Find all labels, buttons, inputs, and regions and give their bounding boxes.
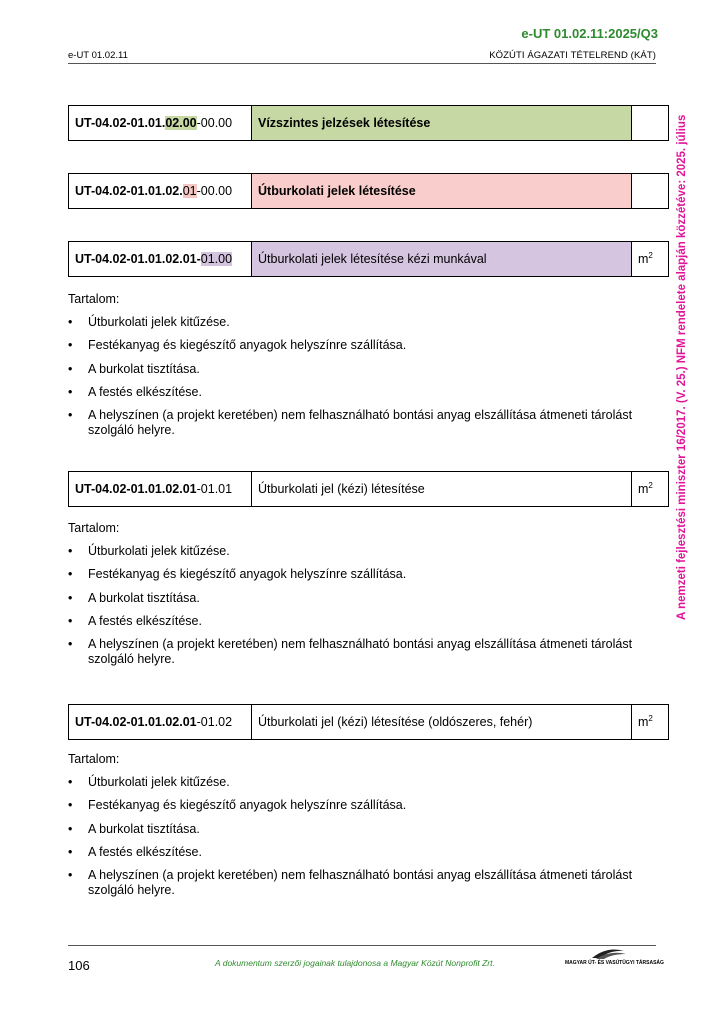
- side-publication-note: A nemzeti fejlesztési miniszter 16/2017. (V. 25.) NFM rendelete alapján közzétéve: 2025. július: [676, 114, 688, 620]
- list-item: • A helyszínen (a projekt keretében) nem felhasználható bontási anyag elszállítása átmeneti tárolást szolgáló helyre.: [68, 637, 638, 667]
- content-section-3: [68, 752, 638, 906]
- list-item: • Útburkolati jelek kitűzése.: [68, 544, 638, 559]
- item-code: UT-04.02-01.01.02.01-01.01: [69, 472, 252, 507]
- list-item: • A helyszínen (a projekt keretében) nem felhasználható bontási anyag elszállítása átmeneti tárolást szolgáló helyre.: [68, 408, 638, 438]
- item-title: Útburkolati jelek létesítése kézi munkával: [252, 242, 632, 277]
- content-label: Tartalom:: [68, 752, 120, 766]
- item-code: UT-04.02-01.01.02.01-01.00: [69, 242, 252, 277]
- list-item: • A helyszínen (a projekt keretében) nem felhasználható bontási anyag elszállítása átmeneti tárolást szolgáló helyre.: [68, 868, 638, 898]
- list-item: • Festékanyag és kiegészítő anyagok helyszínre szállítása.: [68, 798, 638, 813]
- list-item: • A festés elkészítése.: [68, 385, 638, 400]
- list-item: • Festékanyag és kiegészítő anyagok helyszínre szállítása.: [68, 338, 638, 353]
- copyright-note: A dokumentum szerzői jogainak tulajdonosa a Magyar Közút Nonprofit Zrt.: [215, 958, 495, 968]
- item-unit: $m^2$: [632, 705, 669, 740]
- item-unit: [632, 106, 669, 141]
- code-row-oldoszeres-feher: [68, 704, 669, 740]
- content-list: [68, 775, 638, 898]
- item-unit: [632, 174, 669, 209]
- item-title: Útburkolati jelek létesítése: [252, 174, 632, 209]
- content-list: [68, 315, 638, 438]
- item-unit: $m^2$: [632, 472, 669, 507]
- list-item: • Festékanyag és kiegészítő anyagok helyszínre szállítása.: [68, 567, 638, 582]
- item-code: UT-04.02-01.01.02.00-00.00: [69, 106, 252, 141]
- list-item: • Útburkolati jelek kitűzése.: [68, 315, 638, 330]
- header-right: KÖZÚTI ÁGAZATI TÉTELREND (KÁT): [489, 50, 656, 61]
- content-section-2: [68, 521, 638, 675]
- item-unit: $m^2$: [632, 242, 669, 277]
- content-label: Tartalom:: [68, 521, 120, 535]
- list-item: • A festés elkészítése.: [68, 614, 638, 629]
- code-row-vizszintes: [68, 105, 669, 141]
- content-list: [68, 544, 638, 667]
- header-left: e-UT 01.02.11: [68, 50, 128, 61]
- document-id: e-UT 01.02.11:2025/Q3: [521, 26, 658, 41]
- content-label: Tartalom:: [68, 292, 120, 306]
- item-title: Útburkolati jel (kézi) létesítése (oldószeres, fehér): [252, 705, 632, 740]
- list-item: • A burkolat tisztítása.: [68, 591, 638, 606]
- code-row-utburkolati-jelek: [68, 173, 669, 209]
- header-divider: [68, 63, 656, 64]
- page-number: 106: [68, 958, 90, 973]
- list-item: • A burkolat tisztítása.: [68, 822, 638, 837]
- item-code: UT-04.02-01.01.02.01-01.02: [69, 705, 252, 740]
- list-item: • Útburkolati jelek kitűzése.: [68, 775, 638, 790]
- code-row-kezi-letesitese: [68, 471, 669, 507]
- item-title: Útburkolati jel (kézi) létesítése: [252, 472, 632, 507]
- code-row-kezi-munka: [68, 241, 669, 277]
- item-code: UT-04.02-01.01.02.01-00.00: [69, 174, 252, 209]
- logo-text: MAGYAR ÚT- ÉS VASÚTÜGYI TÁRSASÁG: [565, 960, 664, 966]
- list-item: • A festés elkészítése.: [68, 845, 638, 860]
- list-item: • A burkolat tisztítása.: [68, 362, 638, 377]
- society-logo-icon: [562, 946, 654, 970]
- item-title: Vízszintes jelzések létesítése: [252, 106, 632, 141]
- content-section-1: [68, 292, 638, 446]
